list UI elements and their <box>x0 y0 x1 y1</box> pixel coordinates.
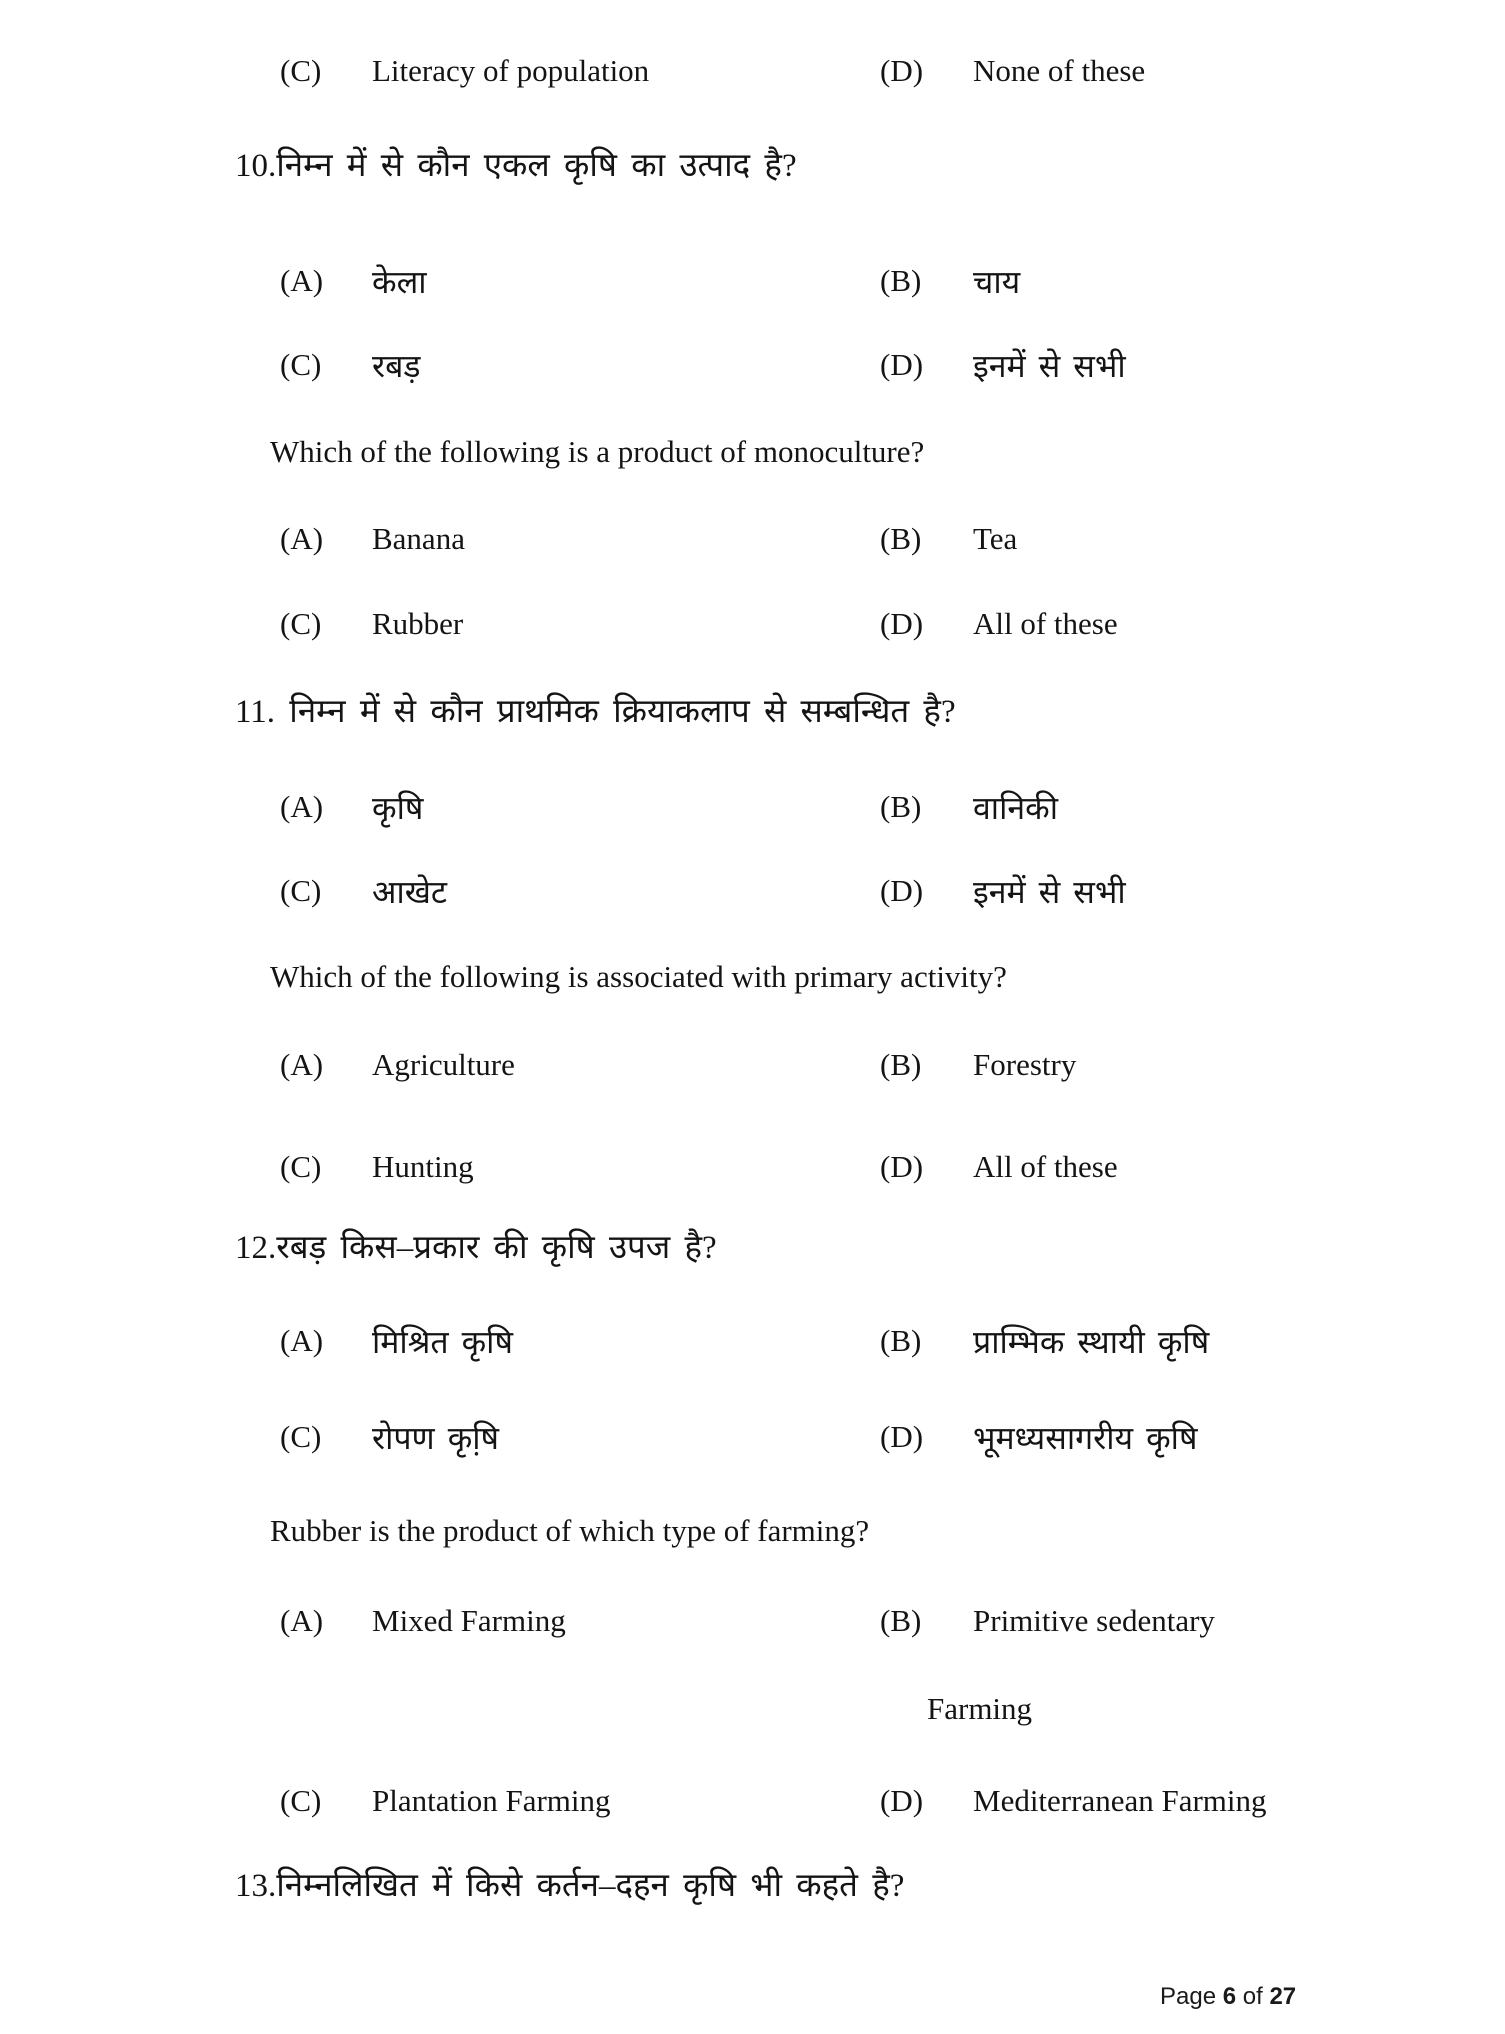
option-label: (B) <box>880 1047 922 1082</box>
option-label: (C) <box>280 1149 322 1184</box>
option-label: (A) <box>280 1603 324 1638</box>
option-label: (B) <box>880 1603 922 1638</box>
option-label: (A) <box>280 1047 324 1082</box>
option-text: All of these <box>973 606 1118 641</box>
option-text: कृषि <box>372 790 424 826</box>
option-label: (D) <box>880 606 924 641</box>
option-text: Banana <box>372 521 465 556</box>
option-label: (D) <box>880 1783 924 1818</box>
page-footer <box>1160 1983 1296 2011</box>
option-text: मिश्रित कृषि <box>372 1324 513 1360</box>
option-text: Agriculture <box>372 1047 515 1082</box>
option-text: Primitive sedentary <box>973 1603 1215 1638</box>
option-label: (C) <box>280 1783 322 1818</box>
option-label: (B) <box>880 1323 922 1358</box>
option-text: Tea <box>973 521 1018 556</box>
option-label: (B) <box>880 263 922 298</box>
option-text: केला <box>372 264 427 300</box>
option-label: (C) <box>280 873 322 908</box>
option-text: Hunting <box>372 1149 474 1184</box>
option-label: (C) <box>280 1419 322 1454</box>
question-text: 12.रबड़ किस–प्रकार की कृषि उपज है? <box>235 1230 717 1266</box>
option-label: (B) <box>880 789 922 824</box>
question-text: Which of the following is a product of monoculture? <box>270 434 925 469</box>
option-text: प्राम्भिक स्थायी कृषि <box>973 1324 1210 1360</box>
option-label: (B) <box>880 521 922 556</box>
option-text: इनमें से सभी <box>973 348 1126 384</box>
option-text: Forestry <box>973 1047 1077 1082</box>
option-text: आखेट <box>372 874 448 910</box>
page-footer-of: of <box>1242 1983 1263 2010</box>
option-label: (A) <box>280 789 324 824</box>
option-text: Rubber <box>372 606 464 641</box>
option-label: (C) <box>280 606 322 641</box>
question-text: Rubber is the product of which type of farming? <box>270 1513 870 1548</box>
option-text: Mediterranean Farming <box>973 1783 1267 1818</box>
page-footer-total: 27 <box>1269 1983 1297 2010</box>
option-label: (D) <box>880 873 924 908</box>
option-text: Plantation Farming <box>372 1783 611 1818</box>
option-text-continuation: Farming <box>927 1691 1033 1726</box>
option-label: (C) <box>280 347 322 382</box>
option-text: चाय <box>973 264 1021 300</box>
option-text: भूमध्यसागरीय कृषि <box>973 1420 1198 1456</box>
option-label: (D) <box>880 1149 924 1184</box>
question-text: 11. निम्न में से कौन प्राथमिक क्रियाकलाप से सम्बन्धित है? <box>235 694 956 730</box>
option-label: (A) <box>280 521 324 556</box>
option-text: Literacy of population <box>372 53 650 88</box>
option-text: रबड़ <box>372 348 421 384</box>
option-text: None of these <box>973 53 1146 88</box>
option-label: (D) <box>880 53 924 88</box>
page-footer-number: 6 <box>1222 1983 1237 2010</box>
option-text: रोपण कृषि़ <box>372 1420 500 1456</box>
question-text: 10.निम्न में से कौन एकल कृषि का उत्पाद है? <box>235 148 797 184</box>
option-label: (C) <box>280 53 322 88</box>
page-footer-label: Page <box>1160 1983 1217 2010</box>
option-text: All of these <box>973 1149 1118 1184</box>
option-label: (D) <box>880 347 924 382</box>
option-text: वानिकी <box>973 790 1058 826</box>
option-label: (A) <box>280 1323 324 1358</box>
question-text: 13.निम्नलिखित में किसे कर्तन–दहन कृषि भी कहते है? <box>235 1868 905 1904</box>
option-label: (A) <box>280 263 324 298</box>
question-text: Which of the following is associated with primary activity? <box>270 959 1007 994</box>
option-text: इनमें से सभी <box>973 874 1126 910</box>
option-text: Mixed Farming <box>372 1603 566 1638</box>
option-label: (D) <box>880 1419 924 1454</box>
